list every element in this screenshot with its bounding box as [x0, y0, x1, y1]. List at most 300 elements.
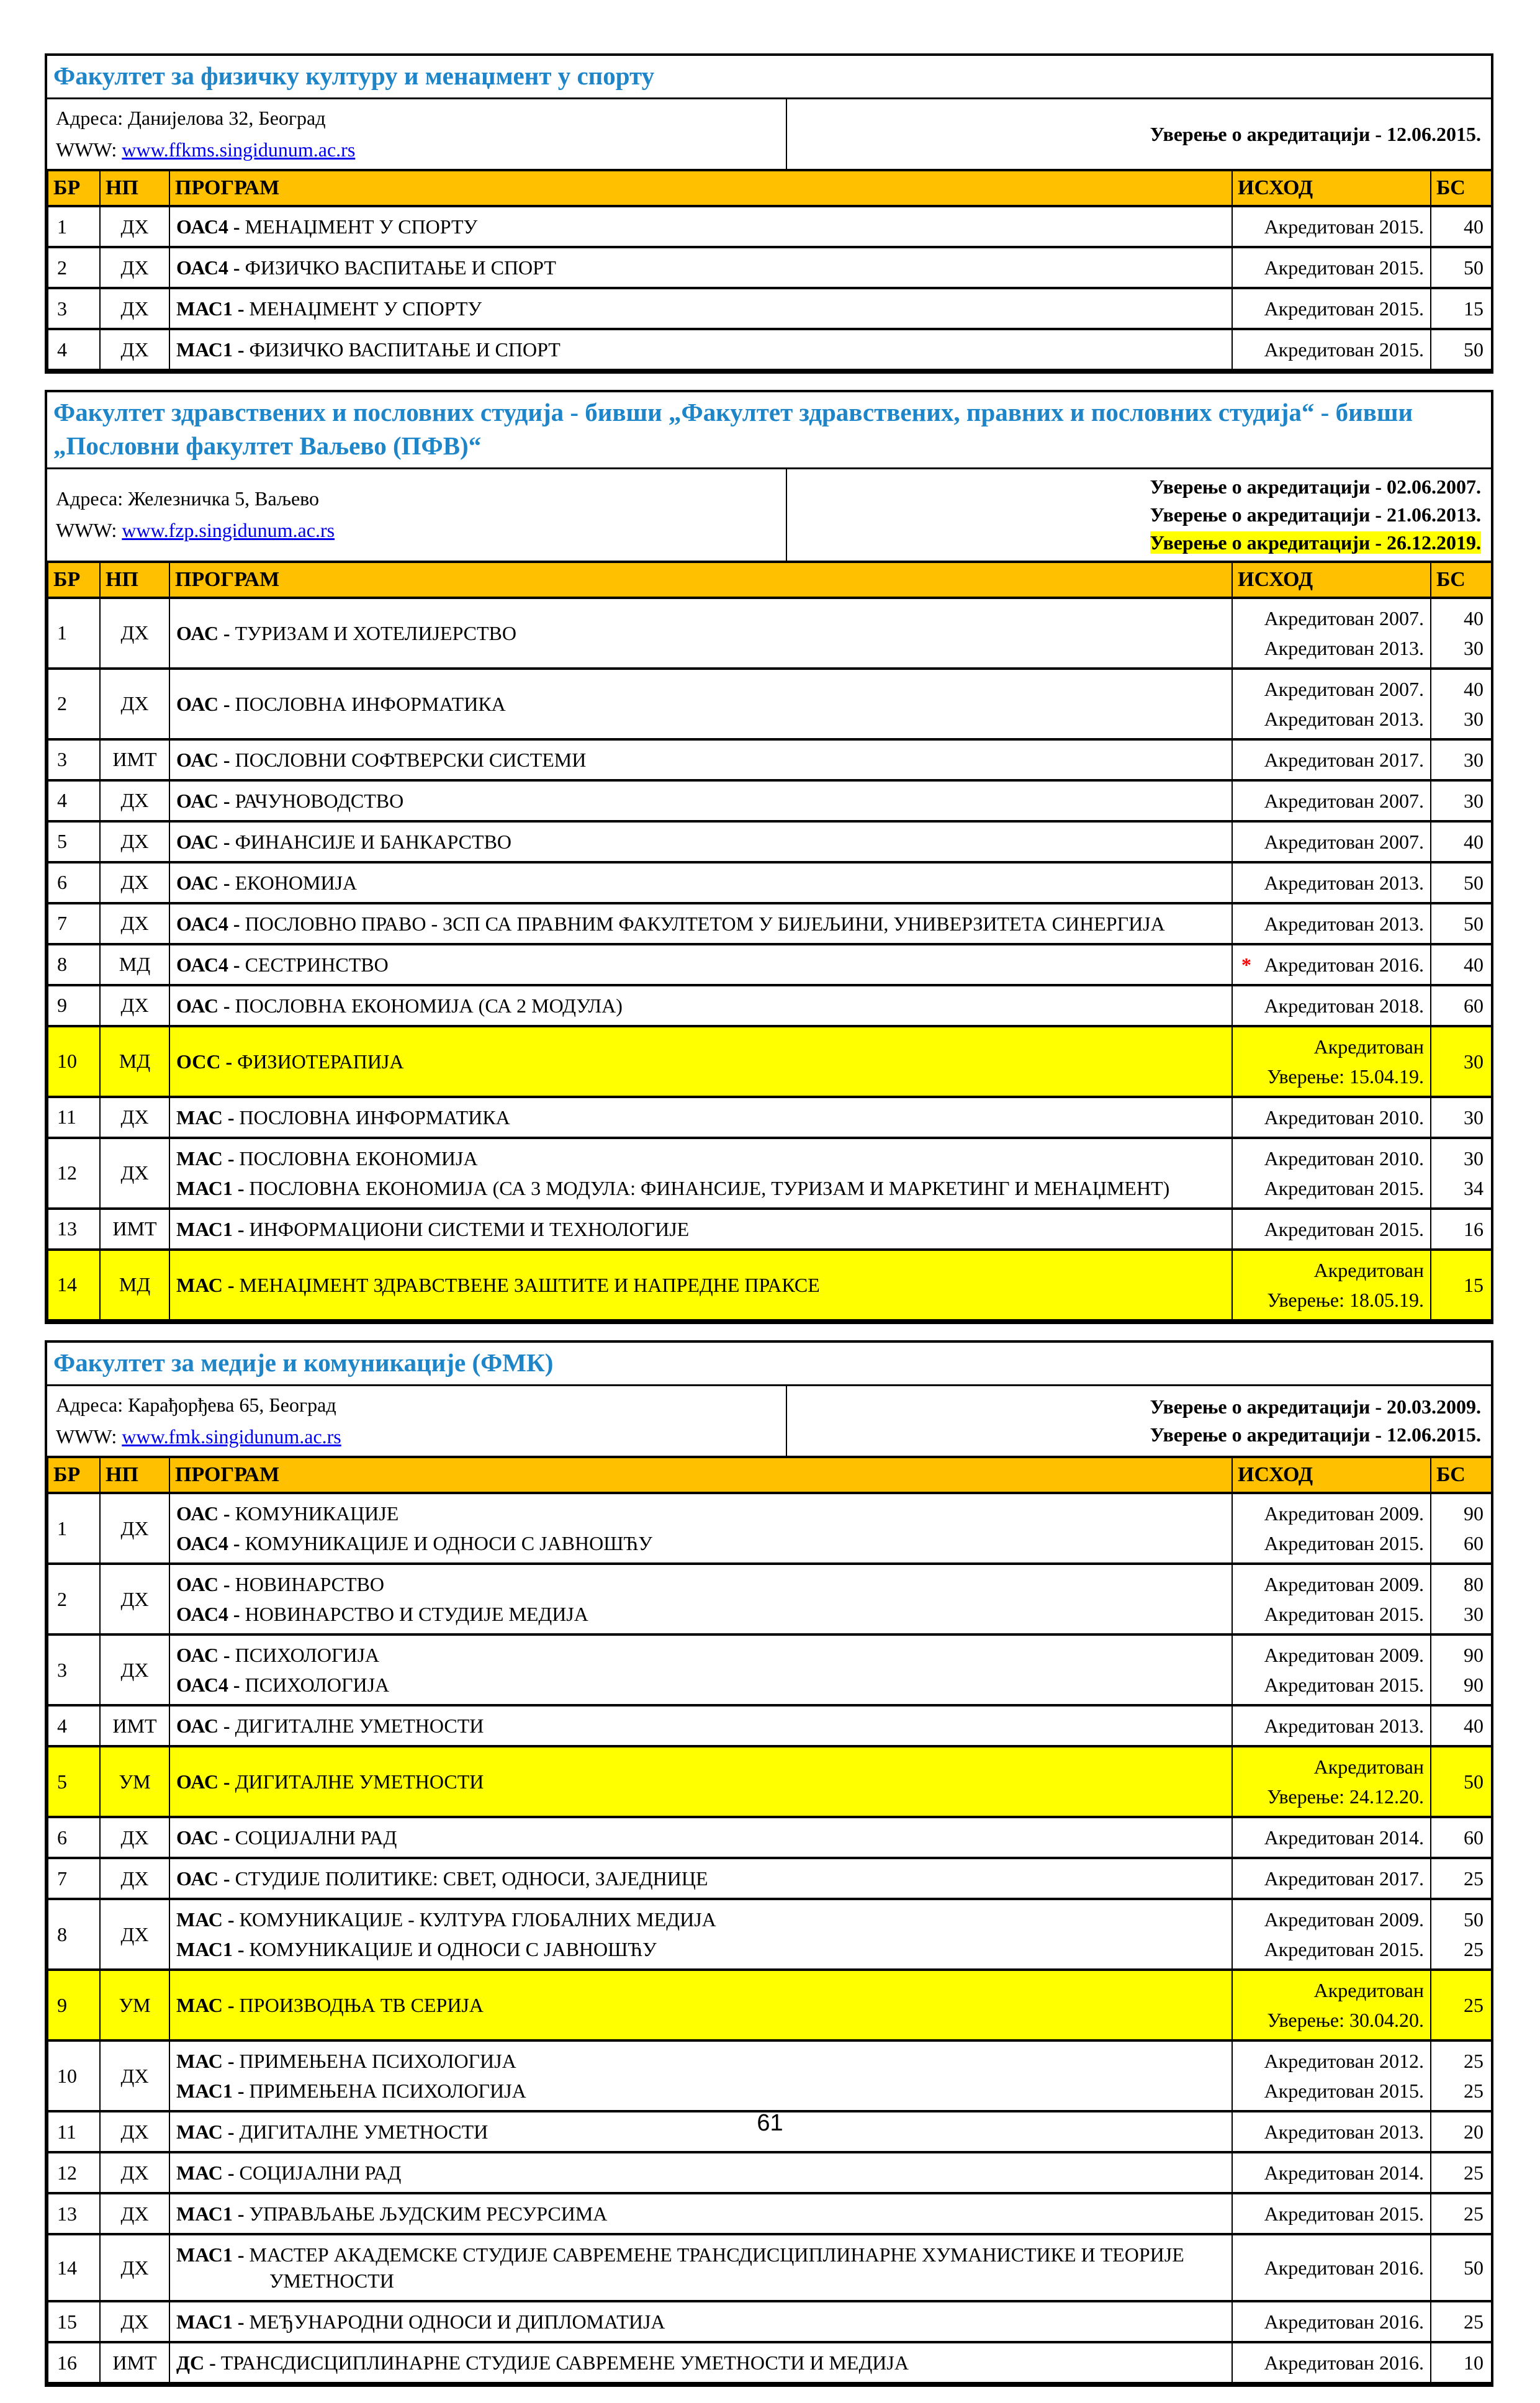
program-code: ОАС	[176, 830, 218, 853]
program-name: РАЧУНОВОДСТВО	[235, 789, 404, 812]
accreditation-note-text: Уверење о акредитацији - 02.06.2007.	[1150, 475, 1481, 498]
program-entry	[176, 2201, 1227, 2227]
cell-program	[169, 206, 1232, 247]
cell-credits	[1431, 1899, 1492, 1970]
cell-outcome	[1232, 1209, 1431, 1250]
outcome-text: Акредитован 2014.	[1264, 1826, 1424, 1849]
credits-value: 25	[1464, 1994, 1484, 2017]
credits-value: 30	[1464, 1603, 1484, 1626]
cell-program	[169, 2342, 1232, 2383]
program-name: СЕСТРИНСТВО	[245, 953, 389, 976]
column-header-br: БР	[48, 562, 100, 598]
credits-value: 60	[1464, 994, 1484, 1017]
table-row	[48, 862, 1492, 903]
outcome-text: Акредитован	[1313, 1258, 1424, 1281]
cell-outcome	[1232, 247, 1431, 288]
cell-credits	[1431, 780, 1492, 821]
program-separator: -	[218, 1867, 235, 1890]
cell-np: МД	[100, 944, 169, 985]
program-code: ОАС	[176, 621, 218, 644]
column-header-ishod: ИСХОД	[1232, 1457, 1431, 1493]
cell-outcome	[1232, 1970, 1431, 2040]
program-separator: -	[228, 256, 245, 279]
program-separator: -	[232, 2311, 250, 2333]
cell-credits	[1431, 862, 1492, 903]
program-code: МАС1	[176, 338, 233, 361]
cell-program	[169, 2193, 1232, 2234]
accreditation-note	[797, 123, 1481, 146]
cell-br: 3	[48, 739, 100, 780]
program-entry	[176, 2309, 1227, 2335]
cell-outcome	[1232, 206, 1431, 247]
program-name: ФИЗИЧКО ВАСПИТАЊЕ И СПОРТ	[245, 256, 556, 279]
outcome-entry	[1238, 706, 1424, 732]
faculty-info-row	[47, 1384, 1491, 1456]
program-separator: -	[232, 2202, 250, 2225]
table-row	[48, 247, 1492, 288]
cell-np: ДХ	[100, 862, 169, 903]
outcome-entry	[1238, 1287, 1424, 1313]
table-row	[48, 1250, 1492, 1320]
program-name: ИНФОРМАЦИОНИ СИСТЕМИ И ТЕХНОЛОГИЈЕ	[249, 1217, 690, 1240]
cell-br: 9	[48, 985, 100, 1026]
cell-outcome	[1232, 821, 1431, 862]
program-entry	[176, 747, 1227, 773]
address-line	[56, 107, 777, 130]
cell-credits	[1431, 1250, 1492, 1320]
program-code: МАС1	[176, 1217, 233, 1240]
program-entry	[176, 1530, 1227, 1556]
program-separator: -	[232, 1938, 250, 1961]
faculty-section	[45, 53, 1493, 374]
program-code: ОАС4	[176, 912, 228, 935]
accreditation-note	[797, 1423, 1481, 1446]
outcome-entry	[1238, 747, 1424, 773]
cell-br: 7	[48, 1858, 100, 1899]
cell-np: МД	[100, 1026, 169, 1097]
credits-value: 40	[1464, 830, 1484, 853]
credits-value: 16	[1464, 1217, 1484, 1240]
program-code: МАС	[176, 2050, 223, 2073]
table-row	[48, 1858, 1492, 1899]
table-row	[48, 1564, 1492, 1634]
program-separator: -	[222, 1908, 240, 1931]
cell-credits	[1431, 1097, 1492, 1138]
credits-value: 50	[1464, 256, 1484, 279]
cell-br: 6	[48, 1817, 100, 1858]
outcome-text: Акредитован	[1313, 1979, 1424, 2002]
cell-credits	[1431, 2193, 1492, 2234]
program-code: МАС	[176, 1994, 223, 2017]
cell-br: 4	[48, 329, 100, 370]
outcome-entry	[1238, 2309, 1424, 2335]
www-label: WWW:	[56, 519, 117, 542]
cell-np: МД	[100, 1250, 169, 1320]
program-code: ОАС	[176, 1826, 218, 1849]
accreditation-note	[797, 1395, 1481, 1418]
table-row	[48, 821, 1492, 862]
program-name: СОЦИЈАЛНИ РАД	[235, 1826, 397, 1849]
cell-outcome	[1232, 1746, 1431, 1817]
cell-br: 14	[48, 1250, 100, 1320]
outcome-entry	[1238, 1145, 1424, 1171]
cell-br: 2	[48, 1564, 100, 1634]
cell-credits	[1431, 1138, 1492, 1209]
program-entry	[176, 2350, 1227, 2376]
outcome-text: Акредитован 2015.	[1264, 338, 1424, 361]
outcome-entry	[1238, 1601, 1424, 1627]
address-value: Карађорђева 65, Београд	[128, 1394, 336, 1417]
program-name: ЕКОНОМИЈА	[235, 871, 358, 894]
column-header-program: ПРОГРАМ	[169, 562, 1232, 598]
cell-program	[169, 1970, 1232, 2040]
cell-program	[169, 1026, 1232, 1097]
program-name: ДИГИТАЛНЕ УМЕТНОСТИ	[239, 2121, 489, 2144]
program-name: ТРАНСДИСЦИПЛИНАРНЕ СТУДИЈЕ САВРЕМЕНЕ УМЕТНОСТИ И МЕДИЈА	[220, 2351, 909, 2374]
outcome-text: Акредитован 2015.	[1264, 297, 1424, 320]
cell-program	[169, 1250, 1232, 1320]
program-separator: -	[222, 1273, 240, 1296]
cell-br: 1	[48, 598, 100, 669]
credits-value: 15	[1464, 297, 1484, 320]
cell-np: ДХ	[100, 903, 169, 944]
program-separator: -	[222, 2050, 240, 2073]
program-entry	[176, 1601, 1227, 1627]
outcome-text: Акредитован 2013.	[1264, 1715, 1424, 1738]
program-name: СТУДИЈЕ ПОЛИТИКЕ: СВЕТ, ОДНОСИ, ЗАЈЕДНИЦЕ	[235, 1867, 708, 1890]
program-name: НОВИНАРСТВО	[235, 1573, 384, 1596]
cell-br: 3	[48, 1634, 100, 1705]
cell-outcome	[1232, 1097, 1431, 1138]
cell-np: ДХ	[100, 2152, 169, 2193]
program-separator: -	[222, 1147, 240, 1170]
program-entry	[176, 620, 1227, 646]
cell-np: ДХ	[100, 598, 169, 669]
cell-br: 6	[48, 862, 100, 903]
cell-np: ДХ	[100, 1858, 169, 1899]
column-header-bs: БС	[1431, 562, 1492, 598]
program-name: ДИГИТАЛНЕ УМЕТНОСТИ	[235, 1715, 484, 1738]
program-code: ОАС4	[176, 1603, 228, 1626]
address-label: Адреса:	[56, 107, 124, 130]
program-name: КОМУНИКАЦИЈЕ - КУЛТУРА ГЛОБАЛНИХ МЕДИЈА	[239, 1908, 716, 1931]
credits-value: 40	[1464, 1715, 1484, 1738]
program-code: ОАС	[176, 1715, 218, 1738]
outcome-entry	[1238, 2201, 1424, 2227]
program-entry	[176, 1642, 1227, 1668]
program-code: МАС1	[176, 1176, 233, 1199]
table-row	[48, 1097, 1492, 1138]
program-code: ОАС4	[176, 256, 228, 279]
program-name: НОВИНАРСТВО И СТУДИЈЕ МЕДИЈА	[245, 1603, 588, 1626]
outcome-entry	[1238, 1906, 1424, 1932]
outcome-text: Акредитован 2017.	[1264, 748, 1424, 771]
outcome-entry	[1238, 1063, 1424, 1089]
faculty-sections-container	[45, 53, 1493, 2403]
table-row	[48, 1493, 1492, 1564]
program-code: ОАС	[176, 1502, 218, 1525]
table-row	[48, 206, 1492, 247]
cell-credits	[1431, 944, 1492, 985]
outcome-entry	[1238, 2160, 1424, 2186]
program-separator: -	[218, 1502, 235, 1525]
program-entry	[176, 214, 1227, 240]
cell-np: ИМТ	[100, 2342, 169, 2383]
cell-program	[169, 2234, 1232, 2301]
program-name: ПСИХОЛОГИЈА	[235, 1644, 380, 1667]
program-name: ТУРИЗАМ И ХОТЕЛИЈЕРСТВО	[235, 621, 516, 644]
outcome-entry	[1238, 1257, 1424, 1283]
table-row	[48, 288, 1492, 329]
program-separator: -	[218, 692, 235, 715]
cell-credits	[1431, 1634, 1492, 1705]
outcome-entry	[1238, 1034, 1424, 1060]
program-separator: -	[218, 789, 235, 812]
website-link[interactable]: www.fmk.singidunum.ac.rs	[122, 1425, 341, 1448]
program-entry	[176, 1145, 1227, 1171]
outcome-text: Акредитован 2016.	[1264, 953, 1424, 976]
cell-br: 7	[48, 903, 100, 944]
cell-program	[169, 329, 1232, 370]
credits-value: 25	[1464, 2202, 1484, 2225]
credits-value: 25	[1464, 2311, 1484, 2333]
cell-outcome	[1232, 1817, 1431, 1858]
program-name: МЕНАЏМЕНТ ЗДРАВСТВЕНЕ ЗАШТИТЕ И НАПРЕДНЕ ПРАКСЕ	[239, 1273, 820, 1296]
program-name: ПОСЛОВНА ЕКОНОМИЈА (СА 2 МОДУЛА)	[235, 994, 623, 1017]
website-link[interactable]: www.ffkms.singidunum.ac.rs	[122, 138, 356, 161]
credits-value: 90	[1464, 1674, 1484, 1697]
website-link[interactable]: www.fzp.singidunum.ac.rs	[122, 519, 335, 542]
outcome-text: Акредитован 2010.	[1264, 1147, 1424, 1170]
credits-value: 30	[1464, 636, 1484, 659]
program-separator: -	[218, 871, 235, 894]
www-line	[56, 138, 777, 161]
credits-value: 25	[1464, 1867, 1484, 1890]
cell-credits	[1431, 739, 1492, 780]
cell-np: ИМТ	[100, 1209, 169, 1250]
cell-program	[169, 598, 1232, 669]
credits-value: 60	[1464, 1826, 1484, 1849]
table-row	[48, 1817, 1492, 1858]
cell-credits	[1431, 1970, 1492, 2040]
program-separator: -	[218, 621, 235, 644]
outcome-text: Акредитован 2009.	[1264, 1573, 1424, 1596]
address-value: Железничка 5, Ваљево	[128, 487, 320, 510]
cell-credits	[1431, 985, 1492, 1026]
cell-br: 2	[48, 247, 100, 288]
outcome-entry	[1238, 1865, 1424, 1891]
cell-program	[169, 2301, 1232, 2342]
program-name: ФИНАНСИЈЕ И БАНКАРСТВО	[235, 830, 512, 853]
outcome-text: Уверење: 24.12.20.	[1267, 1785, 1424, 1808]
program-code: МАС	[176, 2121, 223, 2144]
program-separator: -	[218, 830, 235, 853]
cell-program	[169, 1564, 1232, 1634]
faculty-contact	[47, 99, 787, 169]
column-header-program: ПРОГРАМ	[169, 170, 1232, 206]
credits-value: 60	[1464, 1532, 1484, 1555]
accreditation-notes	[787, 99, 1491, 169]
www-line	[56, 1425, 777, 1448]
cell-br: 16	[48, 2342, 100, 2383]
outcome-entry	[1238, 788, 1424, 814]
table-row	[48, 1899, 1492, 1970]
faculty-info-row	[47, 97, 1491, 169]
outcome-text: Акредитован 2007.	[1264, 789, 1424, 812]
outcome-entry	[1238, 870, 1424, 896]
outcome-entry	[1238, 1104, 1424, 1130]
cell-outcome	[1232, 2301, 1431, 2342]
program-code: ОАС4	[176, 1532, 228, 1555]
cell-credits	[1431, 1746, 1492, 1817]
outcome-text: Уверење: 30.04.20.	[1267, 2009, 1424, 2032]
outcome-text: Акредитован 2010.	[1264, 1106, 1424, 1129]
outcome-entry	[1238, 1824, 1424, 1851]
cell-program	[169, 1705, 1232, 1746]
program-code: ОАС	[176, 1644, 218, 1667]
program-separator: -	[204, 2351, 221, 2374]
faculty-contact	[47, 469, 787, 561]
outcome-text: Акредитован 2015.	[1264, 215, 1424, 238]
cell-credits	[1431, 247, 1492, 288]
cell-credits	[1431, 1817, 1492, 1858]
table-row	[48, 2342, 1492, 2383]
credits-value: 90	[1464, 1502, 1484, 1525]
cell-np: ДХ	[100, 2234, 169, 2301]
program-entry	[176, 993, 1227, 1019]
credits-value: 15	[1464, 1273, 1484, 1296]
faculty-title: Факултет здравствених и пословних студија - бивши „Факултет здравствених, правних и пословних студија“ - бивши „Пословни факултет Ваљево (ПФВ)“	[53, 398, 1413, 460]
cell-br: 9	[48, 1970, 100, 2040]
cell-outcome	[1232, 2040, 1431, 2111]
outcome-text: Акредитован 2016.	[1264, 2311, 1424, 2333]
outcome-text: Акредитован 2013.	[1264, 912, 1424, 935]
cell-br: 1	[48, 206, 100, 247]
program-separator: -	[232, 1176, 250, 1199]
cell-br: 11	[48, 2111, 100, 2152]
outcome-entry	[1238, 1783, 1424, 1810]
faculty-info-row	[47, 467, 1491, 561]
cell-outcome	[1232, 329, 1431, 370]
program-name: МЕНАЏМЕНТ У СПОРТУ	[249, 297, 482, 320]
program-entry	[176, 829, 1227, 855]
column-header-bs: БС	[1431, 170, 1492, 206]
cell-program	[169, 1634, 1232, 1705]
program-entry	[176, 1272, 1227, 1298]
program-name: ФИЗИОТЕРАПИЈА	[237, 1050, 404, 1073]
program-entry	[176, 952, 1227, 978]
table-header-row	[48, 170, 1492, 206]
cell-credits	[1431, 903, 1492, 944]
program-name: ПРИМЕЊЕНА ПСИХОЛОГИЈА	[249, 2080, 526, 2103]
credits-value: 25	[1464, 2050, 1484, 2073]
table-row	[48, 1634, 1492, 1705]
table-row	[48, 739, 1492, 780]
outcome-entry	[1238, 911, 1424, 937]
program-name: ПСИХОЛОГИЈА	[245, 1674, 390, 1697]
program-name: ПОСЛОВНО ПРАВО - ЗСП СА ПРАВНИМ ФАКУЛТЕТОМ У БИЈЕЉИНИ, УНИВЕРЗИТЕТА СИНЕРГИЈА	[245, 912, 1165, 935]
cell-br: 5	[48, 1746, 100, 1817]
cell-program	[169, 903, 1232, 944]
cell-br: 12	[48, 1138, 100, 1209]
accreditation-note	[797, 476, 1481, 498]
program-separator: -	[220, 1050, 238, 1073]
credits-value: 50	[1464, 338, 1484, 361]
program-entry	[176, 1104, 1227, 1130]
program-entry	[176, 911, 1227, 937]
outcome-entry	[1238, 829, 1424, 855]
program-entry	[176, 691, 1227, 717]
cell-np: ИМТ	[100, 739, 169, 780]
cell-credits	[1431, 206, 1492, 247]
program-name: ПРОИЗВОДЊА ТВ СЕРИЈА	[239, 1994, 484, 2017]
program-separator: -	[222, 1994, 240, 2017]
program-entry	[176, 2242, 1227, 2294]
column-header-br: БР	[48, 1457, 100, 1493]
cell-np: ДХ	[100, 669, 169, 739]
cell-program	[169, 985, 1232, 1026]
program-separator: -	[218, 1573, 235, 1596]
program-name: КОМУНИКАЦИЈЕ И ОДНОСИ С ЈАВНОШЋУ	[249, 1938, 657, 1961]
program-separator: -	[218, 1770, 235, 1793]
program-code: МАС	[176, 1106, 223, 1129]
credits-value: 25	[1464, 1938, 1484, 1961]
table-row	[48, 329, 1492, 370]
cell-outcome	[1232, 985, 1431, 1026]
cell-np: ДХ	[100, 1564, 169, 1634]
cell-credits	[1431, 2040, 1492, 2111]
program-code: ДС	[176, 2351, 205, 2374]
cell-outcome	[1232, 903, 1431, 944]
program-separator: -	[232, 1217, 250, 1240]
cell-br: 4	[48, 780, 100, 821]
outcome-text: Акредитован 2015.	[1264, 1938, 1424, 1961]
outcome-text: Акредитован 2015.	[1264, 1217, 1424, 1240]
program-separator: -	[222, 2162, 240, 2184]
program-entry	[176, 2078, 1227, 2104]
outcome-text: Акредитован 2017.	[1264, 1867, 1424, 1890]
cell-outcome	[1232, 2342, 1431, 2383]
cell-outcome	[1232, 1138, 1431, 1209]
cell-np: ДХ	[100, 2301, 169, 2342]
outcome-entry	[1238, 1713, 1424, 1739]
cell-np: ДХ	[100, 2111, 169, 2152]
cell-credits	[1431, 288, 1492, 329]
outcome-entry	[1238, 1500, 1424, 1526]
cell-credits	[1431, 1026, 1492, 1097]
outcome-text: Акредитован 2015.	[1264, 1674, 1424, 1697]
program-entry	[176, 1175, 1227, 1201]
cell-br: 1	[48, 1493, 100, 1564]
faculty-title: Факултет за медије и комуникације (ФМК)	[53, 1348, 554, 1377]
program-code: ОАС	[176, 1573, 218, 1596]
cell-np: ДХ	[100, 1899, 169, 1970]
address-value: Данијелова 32, Београд	[128, 107, 326, 130]
program-entry	[176, 870, 1227, 896]
program-separator: -	[228, 953, 245, 976]
outcome-text: Акредитован 2015.	[1264, 2202, 1424, 2225]
cell-program	[169, 1209, 1232, 1250]
outcome-entry	[1238, 1936, 1424, 1962]
accreditation-table	[47, 169, 1492, 371]
www-label: WWW:	[56, 138, 117, 161]
cell-credits	[1431, 329, 1492, 370]
accreditation-note-text: Уверење о акредитацији - 26.12.2019.	[1150, 531, 1481, 554]
program-separator: -	[228, 912, 245, 935]
address-line	[56, 487, 777, 510]
program-code: МАС1	[176, 2202, 233, 2225]
outcome-entry	[1238, 1642, 1424, 1668]
